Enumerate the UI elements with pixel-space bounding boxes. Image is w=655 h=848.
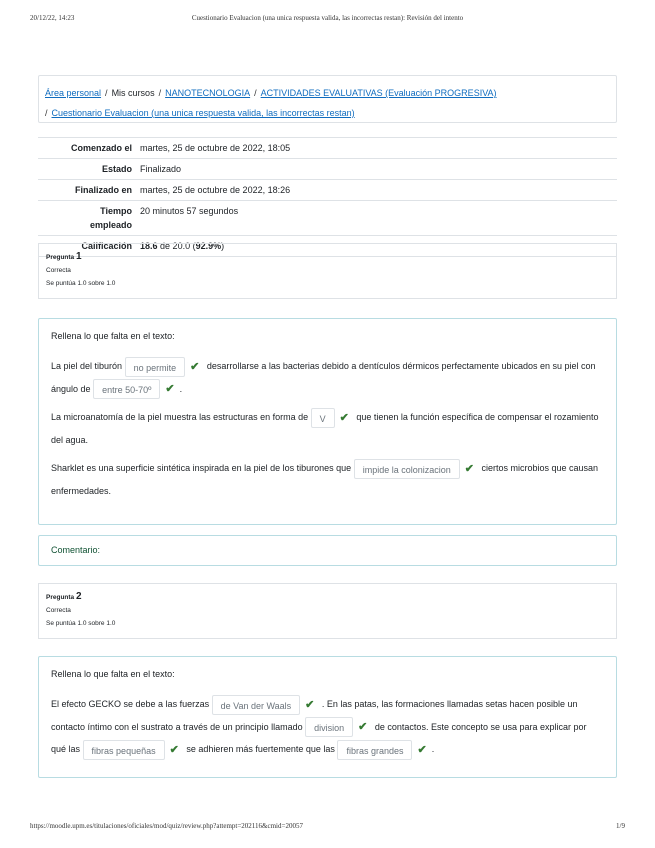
correct-check-icon: ✔ [165, 383, 175, 396]
correct-check-icon: ✔ [358, 721, 368, 734]
time-label-line1: Tiempo [100, 206, 132, 216]
text-segment: Sharklet es una superficie sintética inspirada en la piel de los tiburones que [51, 462, 352, 473]
breadcrumb-my-courses: Mis cursos [111, 88, 155, 98]
question-1-info [38, 243, 617, 299]
answer-blank-2[interactable]: entre 50-70º [93, 379, 160, 399]
question-1-comment: Comentario: [38, 535, 617, 566]
question-2-paragraph-1 [51, 693, 604, 761]
question-number: 2 [75, 591, 82, 602]
print-datetime: 20/12/22, 14:23 [30, 14, 75, 22]
breadcrumb-separator: / [105, 88, 108, 98]
breadcrumb-quiz-link[interactable]: Cuestionario Evaluacion (una unica respuesta valida, las incorrectas restan) [51, 108, 355, 118]
finished-value: martes, 25 de octubre de 2022, 18:26 [140, 185, 291, 195]
correct-check-icon: ✔ [190, 360, 200, 373]
question-label: Pregunta [46, 254, 75, 261]
answer-blank-4[interactable]: fibras grandes [337, 740, 412, 760]
grade-label: Calificación [81, 241, 132, 251]
question-mark: Se puntúa 1.0 sobre 1.0 [46, 280, 116, 287]
breadcrumb-section-link[interactable]: ACTIVIDADES EVALUATIVAS (Evaluación PROGRESIVA) [260, 88, 497, 98]
time-value: 20 minutos 57 segundos [140, 206, 239, 216]
print-footer [30, 822, 625, 834]
print-title: Cuestionario Evaluacion (una unica respuesta valida, las incorrectas restan): Revisión del intento [191, 14, 464, 22]
print-page-number: 1/9 [616, 822, 625, 830]
text-segment: de contactos. Este concepto se usa para explicar por qué las [51, 721, 587, 755]
text-segment: . [179, 383, 183, 394]
correct-check-icon: ✔ [305, 698, 315, 711]
text-segment: que tienen la función específica de compensar el rozamiento del agua. [51, 412, 599, 445]
question-1-formulation [38, 318, 617, 525]
text-segment: desarrollarse a las bacterias debido a dentículos dérmicos perfectamente ubicados en su piel con ángulo de [51, 361, 596, 394]
correct-check-icon: ✔ [464, 462, 474, 475]
question-2-info [38, 583, 617, 639]
summary-row-time [38, 201, 617, 236]
time-label-line2: empleado [89, 220, 132, 230]
answer-blank-4[interactable]: impide la colonizacion [354, 459, 460, 479]
answer-blank-2[interactable]: division [305, 717, 353, 737]
breadcrumb-home-link[interactable]: Área personal [45, 88, 102, 98]
text-segment: La piel del tiburón [51, 361, 123, 371]
question-prompt: Rellena lo que falta en el texto: [51, 331, 175, 341]
question-label: Pregunta [46, 594, 75, 601]
state-value: Finalizado [140, 164, 182, 174]
correct-check-icon: ✔ [169, 743, 179, 756]
grade-of: de 20.0 ( [160, 241, 196, 251]
question-status: Correcta [46, 607, 71, 614]
breadcrumb-course-link[interactable]: NANOTECNOLOGIA [165, 88, 251, 98]
text-segment: . [431, 744, 435, 755]
text-segment: ciertos microbios que causan enfermedades. [51, 462, 599, 496]
text-segment: La microanatomía de la piel muestra las estructuras en forma de [51, 412, 309, 423]
print-header [30, 14, 625, 26]
question-1-paragraph-2 [51, 406, 604, 451]
answer-blank-3[interactable]: fibras pequeñas [83, 740, 165, 760]
print-url: https://moodle.upm.es/titulaciones/oficiales/mod/quiz/review.php?attempt=202116&cmid=20057 [30, 822, 303, 830]
question-2-formulation [38, 656, 617, 778]
answer-blank-1[interactable]: de Van der Waals [212, 695, 301, 715]
question-prompt: Rellena lo que falta en el texto: [51, 669, 175, 679]
summary-row-finished [38, 180, 617, 201]
time-label [38, 201, 136, 236]
text-segment: El efecto GECKO se debe a las fuerzas [51, 699, 210, 709]
question-1-paragraph-3 [51, 457, 604, 502]
question-mark: Se puntúa 1.0 sobre 1.0 [46, 620, 116, 627]
summary-row-started [38, 138, 617, 159]
started-value: martes, 25 de octubre de 2022, 18:05 [140, 143, 291, 153]
question-number: 1 [75, 251, 82, 262]
breadcrumb-separator: / [45, 108, 48, 118]
question-1-paragraph-1 [51, 355, 604, 400]
state-label: Estado [101, 164, 132, 174]
correct-check-icon: ✔ [339, 411, 349, 424]
breadcrumb [38, 75, 617, 123]
correct-check-icon: ✔ [417, 743, 427, 756]
finished-label: Finalizado en [74, 185, 132, 195]
question-status: Correcta [46, 267, 71, 274]
summary-row-state [38, 159, 617, 180]
answer-blank-3[interactable]: V [311, 408, 335, 428]
attempt-summary-table [38, 137, 617, 257]
started-label: Comenzado el [70, 143, 132, 153]
text-segment: . En las patas, las formaciones llamadas setas hacen posible un contacto íntimo con el sustrato a través de un principio llamado [51, 699, 578, 732]
text-segment: se adhieren más fuertemente que las [186, 744, 335, 755]
grade-percent: 92.9% [195, 241, 222, 251]
grade-close: ) [221, 241, 225, 251]
breadcrumb-separator: / [254, 88, 257, 98]
answer-blank-1[interactable]: no permite [125, 357, 186, 377]
grade-score: 18.6 [140, 241, 158, 251]
breadcrumb-separator: / [158, 88, 162, 98]
